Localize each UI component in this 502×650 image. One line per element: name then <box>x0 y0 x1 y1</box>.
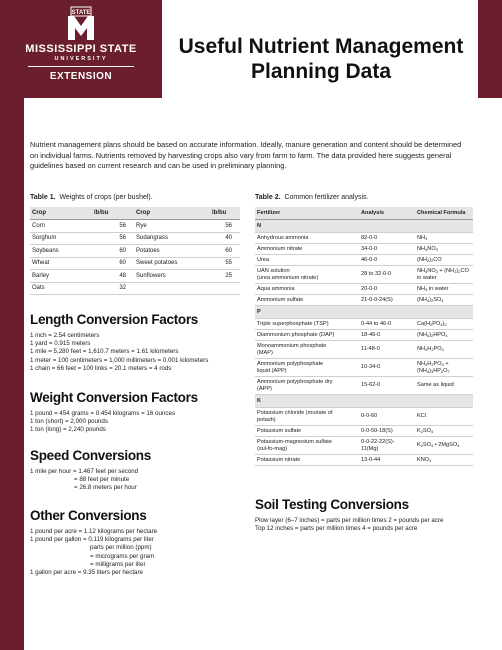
other-conversions: 1 pound per acre = 1.12 kilograms per hectare 1 pound per gallon = 0.119 kilograms per liter parts per million (ppm) = micrograms per gram = milligrams per liter 1 gallon per acre = 9.35 liters per hectare <box>30 528 158 577</box>
table-row: Oats 32 <box>30 282 240 295</box>
table-row: Wheat 60 Sweet potatoes 55 <box>30 257 240 270</box>
table-row: Aqua ammonia 20-0-0 $NH_3$ in water <box>255 284 473 295</box>
logo-university: UNIVERSITY <box>54 56 108 62</box>
logo-wordmark: MISSISSIPPI STATE <box>25 43 137 55</box>
table-row: Corn 56 Rye 56 <box>30 220 240 233</box>
table-row: Ammonium sulfate 21-0-0-24(S) $(NH_4)_2SO_4$ <box>255 295 473 306</box>
table-section-k: K <box>255 395 473 408</box>
intro-paragraph: Nutrient management plans should be based on accurate information. Ideally, manure generation and content should be determined on individual farms. Nutrients removed by harvesting crops also vary from farm to farm. The data provided here suggests general guidelines based on current research and can be used in preliminary planning. <box>30 140 462 170</box>
table-header-row: Crop lb/bu Crop lb/bu <box>30 207 240 220</box>
weight-heading: Weight Conversion Factors <box>30 390 198 405</box>
table-row: Potassium nitrate 13-0-44 $KNO_3$ <box>255 455 473 466</box>
length-heading: Length Conversion Factors <box>30 312 199 327</box>
formula: $(NH_2)_2CO$ <box>415 255 473 266</box>
soil-heading: Soil Testing Conversions <box>255 497 409 512</box>
formula: $(NH_4)_2SO_4$ <box>415 295 473 306</box>
table-row: Potassium chloride (muriate of potash) 0-0-60 KCl <box>255 408 473 426</box>
msu-extension-logo <box>0 0 162 98</box>
table-section-n: N <box>255 220 473 233</box>
table-row: Potassium sulfate 0-0-50-18(S) $K_2SO_4$ <box>255 426 473 437</box>
page-title: Useful Nutrient Management Planning Data <box>178 35 464 83</box>
logo-extension: EXTENSION <box>49 71 113 82</box>
table-section-p: P <box>255 306 473 319</box>
fertilizer-analysis-table <box>255 207 473 466</box>
table-row: Anhydrous ammonia 82-0-0 $NH_3$ <box>255 233 473 244</box>
formula: $NH_4NO_3$ <box>415 244 473 255</box>
logo-badge-text: STATE <box>71 10 91 16</box>
formula: $NH_4H_2PO_4$ + $(NH_4)_3HP_2O_7$ <box>415 359 473 377</box>
crop-weights-table <box>30 207 240 295</box>
formula: $NH_3$ in water <box>415 284 473 295</box>
table-row: Barley 48 Sunflowers 25 <box>30 270 240 283</box>
formula: $KNO_3$ <box>415 455 473 466</box>
table-header-row: Fertilizer Analysis Chemical Formula <box>255 207 473 220</box>
table-row: Ammonium polyphosphate dry (APP) 15-62-0 Same as liquid <box>255 377 473 395</box>
table-row: Potassium-magnesium sulfate (sul-fo-mag) 0-0-22-22(S)- 11(Mg) $K_2SO_4$ • 2MgSO$_4$ <box>255 437 473 455</box>
right-accent-tab <box>478 0 502 98</box>
speed-heading: Speed Conversions <box>30 448 151 463</box>
soil-conversions: Plow layer (6–7 inches) = parts per million times 2 = pounds per acre Top 12 inches = parts per million times 4 = pounds per acre <box>255 517 444 533</box>
table2-caption: Table 2. Common fertilizer analysis. <box>255 194 369 201</box>
length-conversions: 1 inch = 2.54 centimeters 1 yard = 0.915 meters 1 mile = 5,280 feet = 1,610.7 meters = 1.61 kilometers 1 meter = 100 centimeters = 1,000 millimeters = 0.001 kilometers 1 chain = 66 feet = 100 links = 20.1 meters = 4 rods <box>30 332 209 372</box>
formula: $NH_4NO_3 + (NH_2)_2CO$ in water <box>415 266 473 284</box>
table-row: Diammonium phosphate (DAP) 18-46-0 $(NH_4)_2HPO_4$ <box>255 330 473 341</box>
logo-divider <box>28 66 134 67</box>
table-row: Monoammonium phosphate (MAP) 11-48-0 $NH_4H_2PO_4$ <box>255 341 473 359</box>
table-row: UAN solution (urea ammonium nitrate) 28 to 32-0-0 $NH_4NO_3 + (NH_2)_2CO$ in water <box>255 266 473 284</box>
table-row: Urea 46-0-0 $(NH_2)_2CO$ <box>255 255 473 266</box>
formula: $Ca(H_2PO_4)_2$ <box>415 319 473 330</box>
weight-conversions: 1 pound = 454 grams = 0.454 kilograms = 16 ounces 1 ton (short) = 2,000 pounds 1 ton (long) = 2,240 pounds <box>30 410 175 434</box>
formula: $K_2SO_4$ • 2MgSO$_4$ <box>415 437 473 455</box>
msu-m-logo-icon <box>66 6 96 42</box>
table-row: Triple superphosphate (TSP) 0-44 to 46-0 $Ca(H_2PO_4)_2$ <box>255 319 473 330</box>
formula: $K_2SO_4$ <box>415 426 473 437</box>
formula: $NH_3$ <box>415 233 473 244</box>
table-row: Ammonium nitrate 34-0-0 $NH_4NO_3$ <box>255 244 473 255</box>
other-heading: Other Conversions <box>30 508 147 523</box>
table-row: Ammonium polyphosphate liquid (APP) 10-34-0 $NH_4H_2PO_4$ + $(NH_4)_3HP_2O_7$ <box>255 359 473 377</box>
table-row: Sorghum 56 Sudangrass 40 <box>30 232 240 245</box>
table1-caption: Table 1. Weights of crops (per bushel). <box>30 194 153 201</box>
speed-conversions: 1 mile per hour = 1.467 feet per second = 88 feet per minute = 26.8 meters per hour <box>30 468 139 492</box>
formula: $(NH_4)_2HPO_4$ <box>415 330 473 341</box>
formula: $NH_4H_2PO_4$ <box>415 341 473 359</box>
table-row: Soybeans 60 Potatoes 60 <box>30 245 240 258</box>
